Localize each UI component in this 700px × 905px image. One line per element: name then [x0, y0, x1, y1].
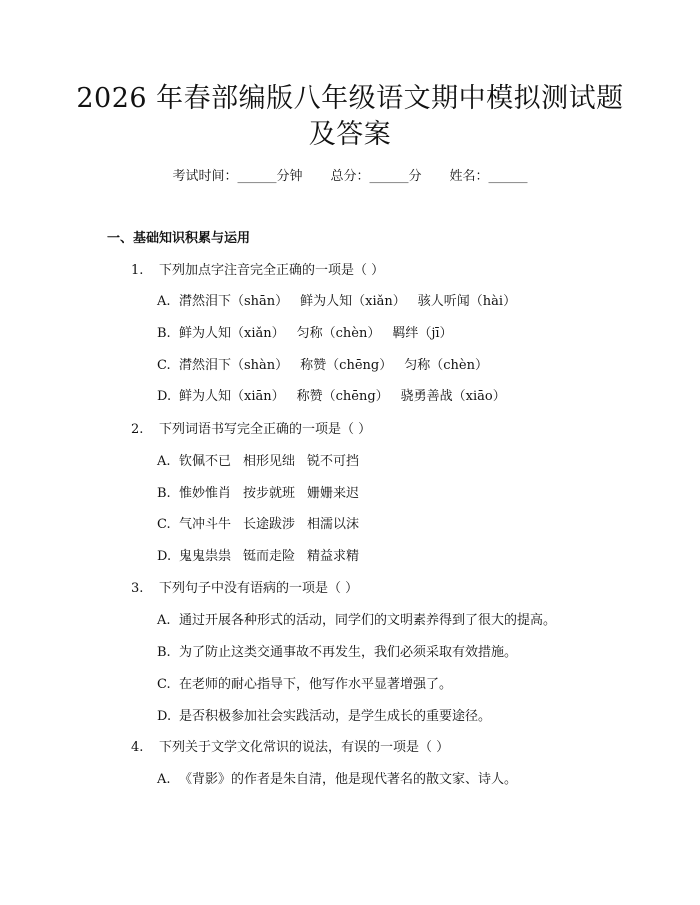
question-text: 下列词语书写完全正确的一项是（ ） — [159, 422, 372, 437]
option-letter: C. — [157, 517, 171, 532]
page-title-line-1: 2026 年春部编版八年级语文期中模拟测试题 — [76, 83, 624, 114]
option-text: 通过开展各种形式的活动，同学们的文明素养得到了很大的提高。 — [179, 613, 557, 628]
option-letter: A. — [157, 613, 171, 628]
option-part: 鲜为人知（xiǎn） — [300, 294, 406, 309]
option-letter: D. — [157, 389, 172, 404]
page-title-line-2: 及答案 — [308, 119, 392, 150]
option-part: 铤而走险 — [243, 549, 296, 564]
option-part: 潸然泪下（shān） — [179, 294, 289, 309]
option-letter: D. — [157, 549, 172, 564]
option-part: 鬼鬼祟祟 — [179, 549, 232, 564]
option-text: 《背影》的作者是朱自清，他是现代著名的散文家、诗人。 — [179, 772, 518, 787]
option-part: 匀称（chèn） — [404, 358, 488, 373]
total-score-field: 总分：______分 — [330, 169, 422, 184]
option-part: 潸然泪下（shàn） — [179, 358, 289, 373]
option-part: 锐不可挡 — [307, 454, 360, 469]
option-part: 匀称（chèn） — [296, 326, 381, 341]
student-name-field: 姓名：______ — [449, 169, 528, 184]
option-letter: B. — [157, 326, 171, 341]
option-part: 相形见绌 — [243, 454, 296, 469]
option-letter: C. — [157, 358, 171, 373]
option-letter: A. — [157, 294, 171, 309]
option-part: 称赞（chēng） — [296, 389, 389, 404]
question-text: 下列加点字注音完全正确的一项是（ ） — [159, 263, 385, 278]
option-part: 鲜为人知（xiǎn） — [179, 326, 285, 341]
section-heading: 一、基础知识积累与运用 — [107, 231, 251, 246]
question-number: 3. — [131, 581, 144, 596]
option-text: 在老师的耐心指导下，他写作水平显著增强了。 — [179, 677, 453, 692]
option-letter: D. — [157, 709, 172, 724]
option-part: 气冲斗牛 — [179, 517, 232, 532]
question-number: 1. — [131, 263, 144, 278]
option-part: 鲜为人知（xiān） — [179, 389, 285, 404]
question-text: 下列关于文学文化常识的说法，有误的一项是（ ） — [159, 740, 450, 755]
option-text: 是否积极参加社会实践活动，是学生成长的重要途径。 — [179, 709, 492, 724]
question-text: 下列句子中没有语病的一项是（ ） — [159, 581, 359, 596]
question-number: 4. — [131, 740, 144, 755]
option-part: 羁绊（jī） — [392, 326, 453, 341]
option-part: 精益求精 — [307, 549, 360, 564]
option-letter: B. — [157, 486, 171, 501]
option-part: 称赞（chēng） — [300, 358, 393, 373]
option-text: 为了防止这类交通事故不再发生，我们必须采取有效措施。 — [179, 645, 518, 660]
question-number: 2. — [131, 422, 144, 437]
option-letter: C. — [157, 677, 171, 692]
option-letter: A. — [157, 454, 171, 469]
option-part: 姗姗来迟 — [307, 486, 360, 501]
option-part: 骁勇善战（xiāo） — [400, 389, 506, 404]
exam-time-field: 考试时间：______分钟 — [172, 169, 303, 184]
option-part: 按步就班 — [243, 486, 296, 501]
option-part: 惟妙惟肖 — [179, 486, 232, 501]
option-letter: B. — [157, 645, 171, 660]
option-letter: A. — [157, 772, 171, 787]
option-part: 钦佩不已 — [179, 454, 232, 469]
exam-meta — [0, 170, 700, 183]
option-part: 骇人听闻（hài） — [417, 294, 517, 309]
option-part: 相濡以沫 — [307, 517, 360, 532]
option-part: 长途跋涉 — [243, 517, 296, 532]
